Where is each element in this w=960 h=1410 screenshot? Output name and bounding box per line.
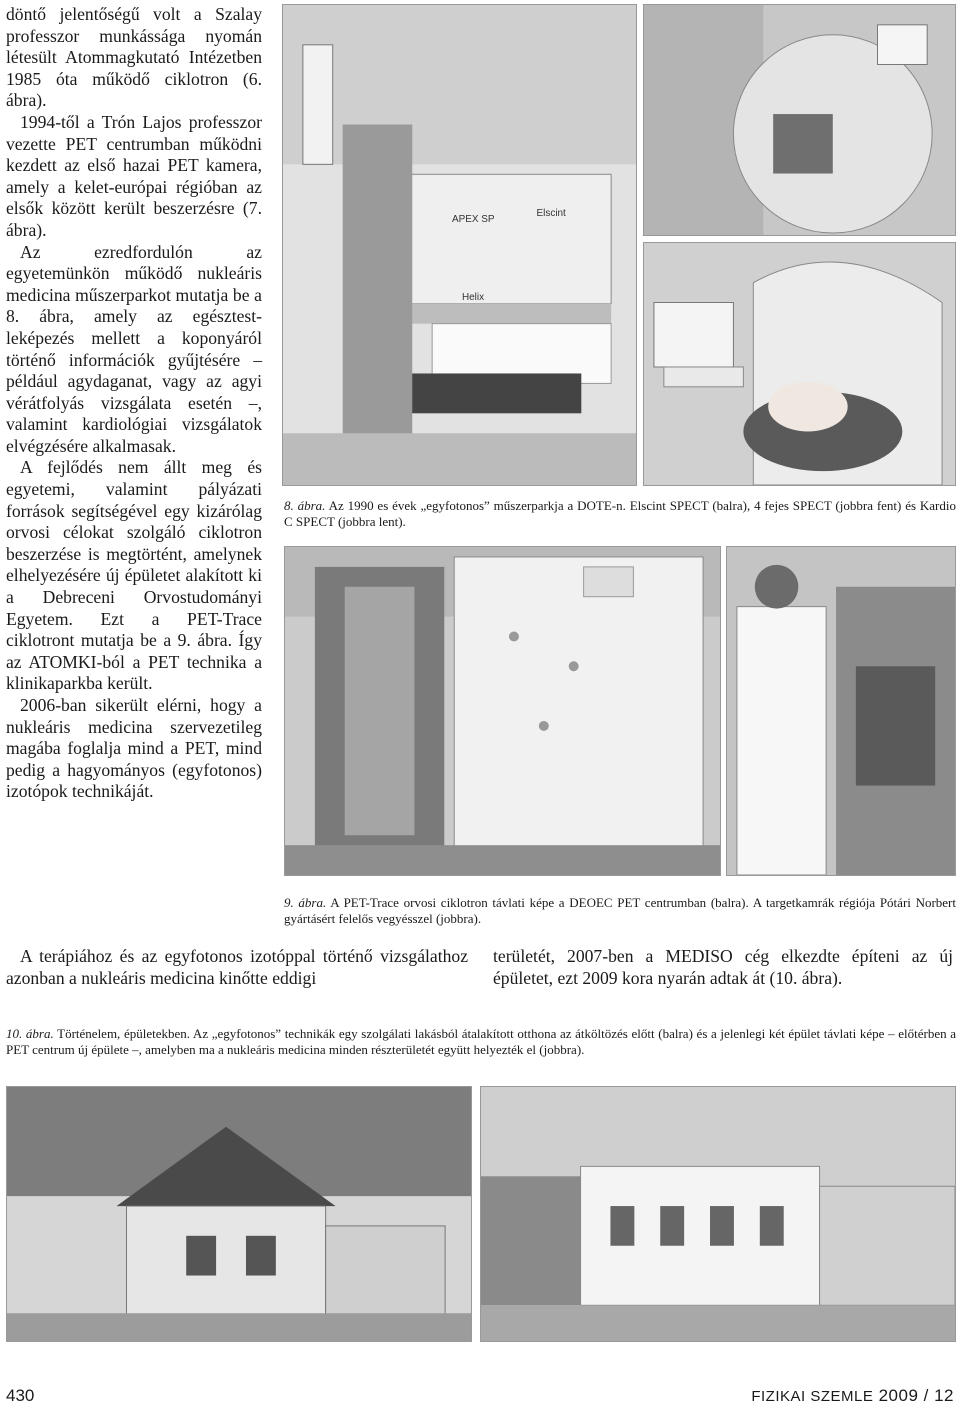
paragraph-5: 2006-ban sikerült elérni, hogy a nukleáris medicina szervezetileg magába foglalja mind a PET, mind pedig a hagyományos (egyfotonos) izotópok technikáját. [6, 695, 262, 802]
fig9-photo-left [284, 546, 721, 876]
fig8-label: 8. ábra. [284, 498, 326, 513]
paragraph-1: döntő jelentőségű volt a Szalay professzor munkássága nyomán létesült Atommagkutató Intézetben 1985 óta működő ciklotron (6. ábra). [6, 4, 262, 111]
journal-name: FIZIKAI SZEMLE [751, 1388, 874, 1405]
apex-label: APEX SP [452, 214, 495, 226]
elscint-label: Elscint [536, 208, 566, 220]
fig9-photo-right [726, 546, 956, 876]
fig10-caption [6, 1026, 956, 1058]
paragraph-4: A fejlődés nem állt meg és egyetemi, valamint pályázati források segítségével egy kizárólag orvosi célokat szolgáló ciklotron beszerzése is megtörtént, amelynek elhelyezésére új épületet alakított ki a Debreceni Orvostudományi Egyetem. Ezt a PET-Trace ciklotront mutatja be a 9. ábra. Így az ATOMKI-ból a PET technika a klinikaparkba került. [6, 457, 262, 694]
left-column-text [6, 4, 262, 803]
fig8-caption [284, 498, 956, 530]
paragraph-3: Az ezredfordulón az egyetemünkön működő nukleáris medicina műszerparkot mutatja be a 8. ábra, amely az egésztest-leképezés mellett a koponyáról történő információk gyűjtésére – például agydaganat, vagy az agyi vérátfolyás vizsgálata esetén –, valamint kardiológiai vizsgálatok elvégzésére alkalmasak. [6, 241, 262, 456]
fig8-caption-text: Az 1990 es évek „egyfotonos” műszerparkja a DOTE-n. Elscint SPECT (balra), 4 fejes SPECT (jobbra fent) és Kardio C SPECT (jobbra lent). [284, 498, 956, 529]
fig9-label: 9. ábra. [284, 895, 327, 910]
fig8-photo-left [282, 4, 637, 486]
journal-footer [751, 1386, 954, 1406]
helix-label: Helix [461, 291, 485, 303]
paragraph-2: 1994-től a Trón Lajos professzor vezette PET centrumban működni kezdett az első hazai PET kamera, amely a kelet-európai régióban az elsők között került beszerzésre (7. ábra). [6, 111, 262, 240]
fig10-label: 10. ábra. [6, 1026, 54, 1041]
fig10-photo-right [480, 1086, 956, 1342]
left-bottom-text [6, 946, 468, 989]
right-text [493, 946, 953, 989]
paragraph-6: A terápiához és az egyfotonos izotóppal történő vizsgálathoz azonban a nukleáris medicina kinőtte eddigi [6, 946, 468, 988]
fig8-photo-bottom-right [643, 242, 956, 486]
journal-issue: 2009 / 12 [878, 1386, 954, 1405]
fig9-caption [284, 895, 956, 927]
right-paragraph: területét, 2007-ben a MEDISO cég elkezdte építeni az új épületet, ezt 2009 kora nyarán adtak át (10. ábra). [493, 946, 953, 988]
fig10-photo-left [6, 1086, 472, 1342]
fig10-caption-text: Történelem, épületekben. Az „egyfotonos” technikák egy szolgálati lakásból átalakított otthona az átköltözés előtt (balra) és a jelenlegi két épület távlati képe – előtérben a PET centrum új épülete –, amelyben ma a nukleáris medicina minden részterületét együtt helyezték el (jobbra). [6, 1026, 957, 1057]
fig8-photo-top-right [643, 4, 956, 236]
page-number: 430 [6, 1386, 35, 1405]
fig9-caption-text: A PET-Trace orvosi ciklotron távlati képe a DEOEC PET centrumban (balra). A targetkamrák régiója Pótári Norbert gyártásért felelős vegyésszel (jobbra). [284, 895, 956, 926]
